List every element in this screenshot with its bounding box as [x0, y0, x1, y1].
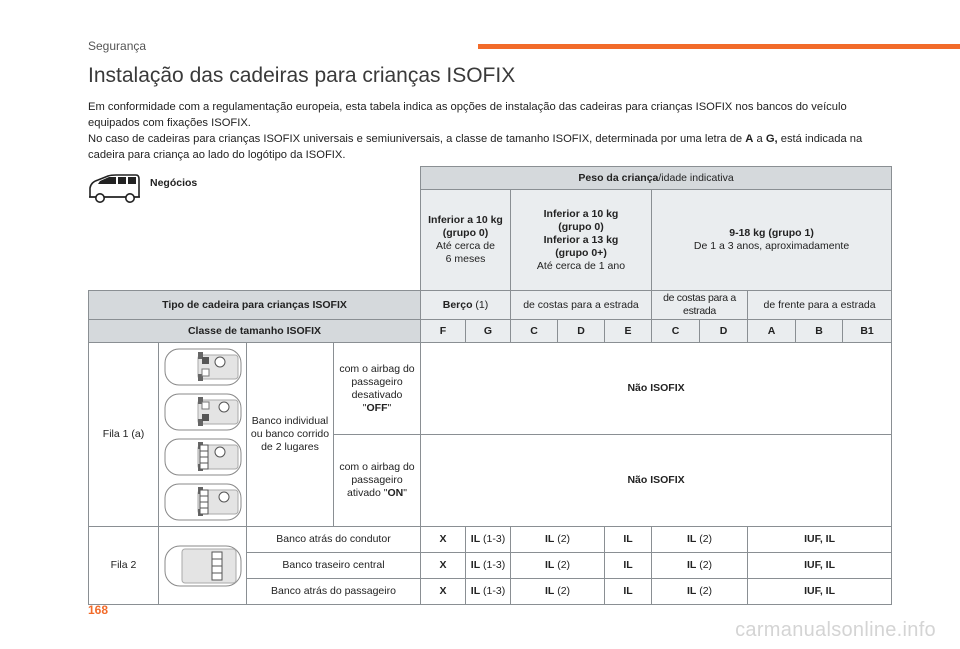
size-class-cell: D: [700, 320, 748, 343]
seat-type-label: Tipo de cadeira para crianças ISOFIX: [89, 291, 421, 320]
size-class-cell: G: [466, 320, 511, 343]
size-class-cell: E: [605, 320, 652, 343]
type-rear-facing-2: de costas para a estrada: [652, 291, 748, 320]
size-class-cell: D: [558, 320, 605, 343]
rear-seat-driver: Banco atrás do condutor: [247, 527, 421, 553]
row-1-airbag-on-result: Não ISOFIX: [421, 435, 892, 527]
size-class-cell: C: [511, 320, 558, 343]
row-1-airbag-off-result: Não ISOFIX: [421, 343, 892, 435]
vehicle-version-label: Negócios: [150, 177, 198, 189]
airbag-off-cell: com o airbag do passageiro desativado "OFF": [334, 343, 421, 435]
section-title: Segurança: [88, 39, 147, 53]
front-seat-diagrams-icon: [162, 346, 244, 524]
size-class-cell: B: [796, 320, 843, 343]
row-1-seat-diagrams: [159, 343, 247, 527]
rear-seat-center: Banco traseiro central: [247, 553, 421, 579]
type-forward-facing: de frente para a estrada: [748, 291, 892, 320]
row-1-label: Fila 1 (a): [89, 343, 159, 527]
weight-header: Peso da criança/idade indicativa: [421, 167, 892, 190]
row-1-seat-description: Banco individual ou banco corrido de 2 lugares: [247, 343, 334, 527]
row-2-label: Fila 2: [89, 527, 159, 605]
row-2-seat-diagram: [159, 527, 247, 605]
group-1-header: 9-18 kg (grupo 1) De 1 a 3 anos, aproximadamente: [652, 190, 892, 291]
intro-paragraph-1: Em conformidade com a regulamentação europeia, esta tabela indica as opções de instalação das cadeiras para crianças ISOFIX nos bancos do veículo equipados com fixações ISOFIX.: [88, 101, 847, 129]
rear-seat-diagram-icon: [162, 543, 244, 589]
size-class-cell: B1: [843, 320, 892, 343]
type-berco: Berço (1): [421, 291, 511, 320]
size-class-cell: A: [748, 320, 796, 343]
type-rear-facing-1: de costas para a estrada: [511, 291, 652, 320]
group-0-header: Inferior a 10 kg (grupo 0) Até cerca de 6 meses: [421, 190, 511, 291]
section-accent-bar: [478, 44, 960, 49]
size-class-cell: C: [652, 320, 700, 343]
watermark: carmanualsonline.info: [735, 619, 936, 641]
page-title: Instalação das cadeiras para crianças ISOFIX: [88, 64, 516, 87]
isofix-table: Peso da criança/idade indicativa Inferior a 10 kg (grupo 0) Até cerca de 6 meses Inferior a 10 kg (grupo 0) Inferior a 13 kg (grupo 0+) Até cerca de 1 ano 9-18 kg (grupo 1) De 1 a 3 anos, aproximadamente Tipo de cadeira para crianças ISOFIX Berço (1) de costas para a estrada de costas para a estrada de frente para a estrada Classe de tamanho ISOFIX F G C D E C D A B B1 Fila 1 (a) Banco individual ou banco corrido de 2 lugares com o airbag do passageiro desativado "OFF" Não ISOFIX com o airbag do passageiro ativado "ON" Não ISOFIX Fila 2 Banco atrás do condutor X IL (1-3) IL (2) IL IL (2) IUF, IL Banco traseiro central X IL (1-3) IL (2) IL IL (2) IUF, IL Banco atrás do passageiro X IL (1-3) IL (2) IL IL (2) IUF, IL: [88, 166, 892, 605]
rear-seat-passenger: Banco atrás do passageiro: [247, 579, 421, 605]
size-class-cell: F: [421, 320, 466, 343]
group-0plus-header: Inferior a 10 kg (grupo 0) Inferior a 13 kg (grupo 0+) Até cerca de 1 ano: [511, 190, 652, 291]
page-number: 168: [88, 603, 109, 617]
airbag-on-cell: com o airbag do passageiro ativado "ON": [334, 435, 421, 527]
intro-text: Em conformidade com a regulamentação europeia, esta tabela indica as opções de instalação das cadeiras para crianças ISOFIX nos bancos do veículo equipados com fixações ISOFIX. No caso de cadeiras para crianças ISOFIX universais e semiuniversais, a classe de tamanho ISOFIX, determinada por uma letra de A a G, está indicada na cadeira para criança ao lado do logótipo da ISOFIX.: [88, 101, 863, 161]
size-class-label: Classe de tamanho ISOFIX: [89, 320, 421, 343]
